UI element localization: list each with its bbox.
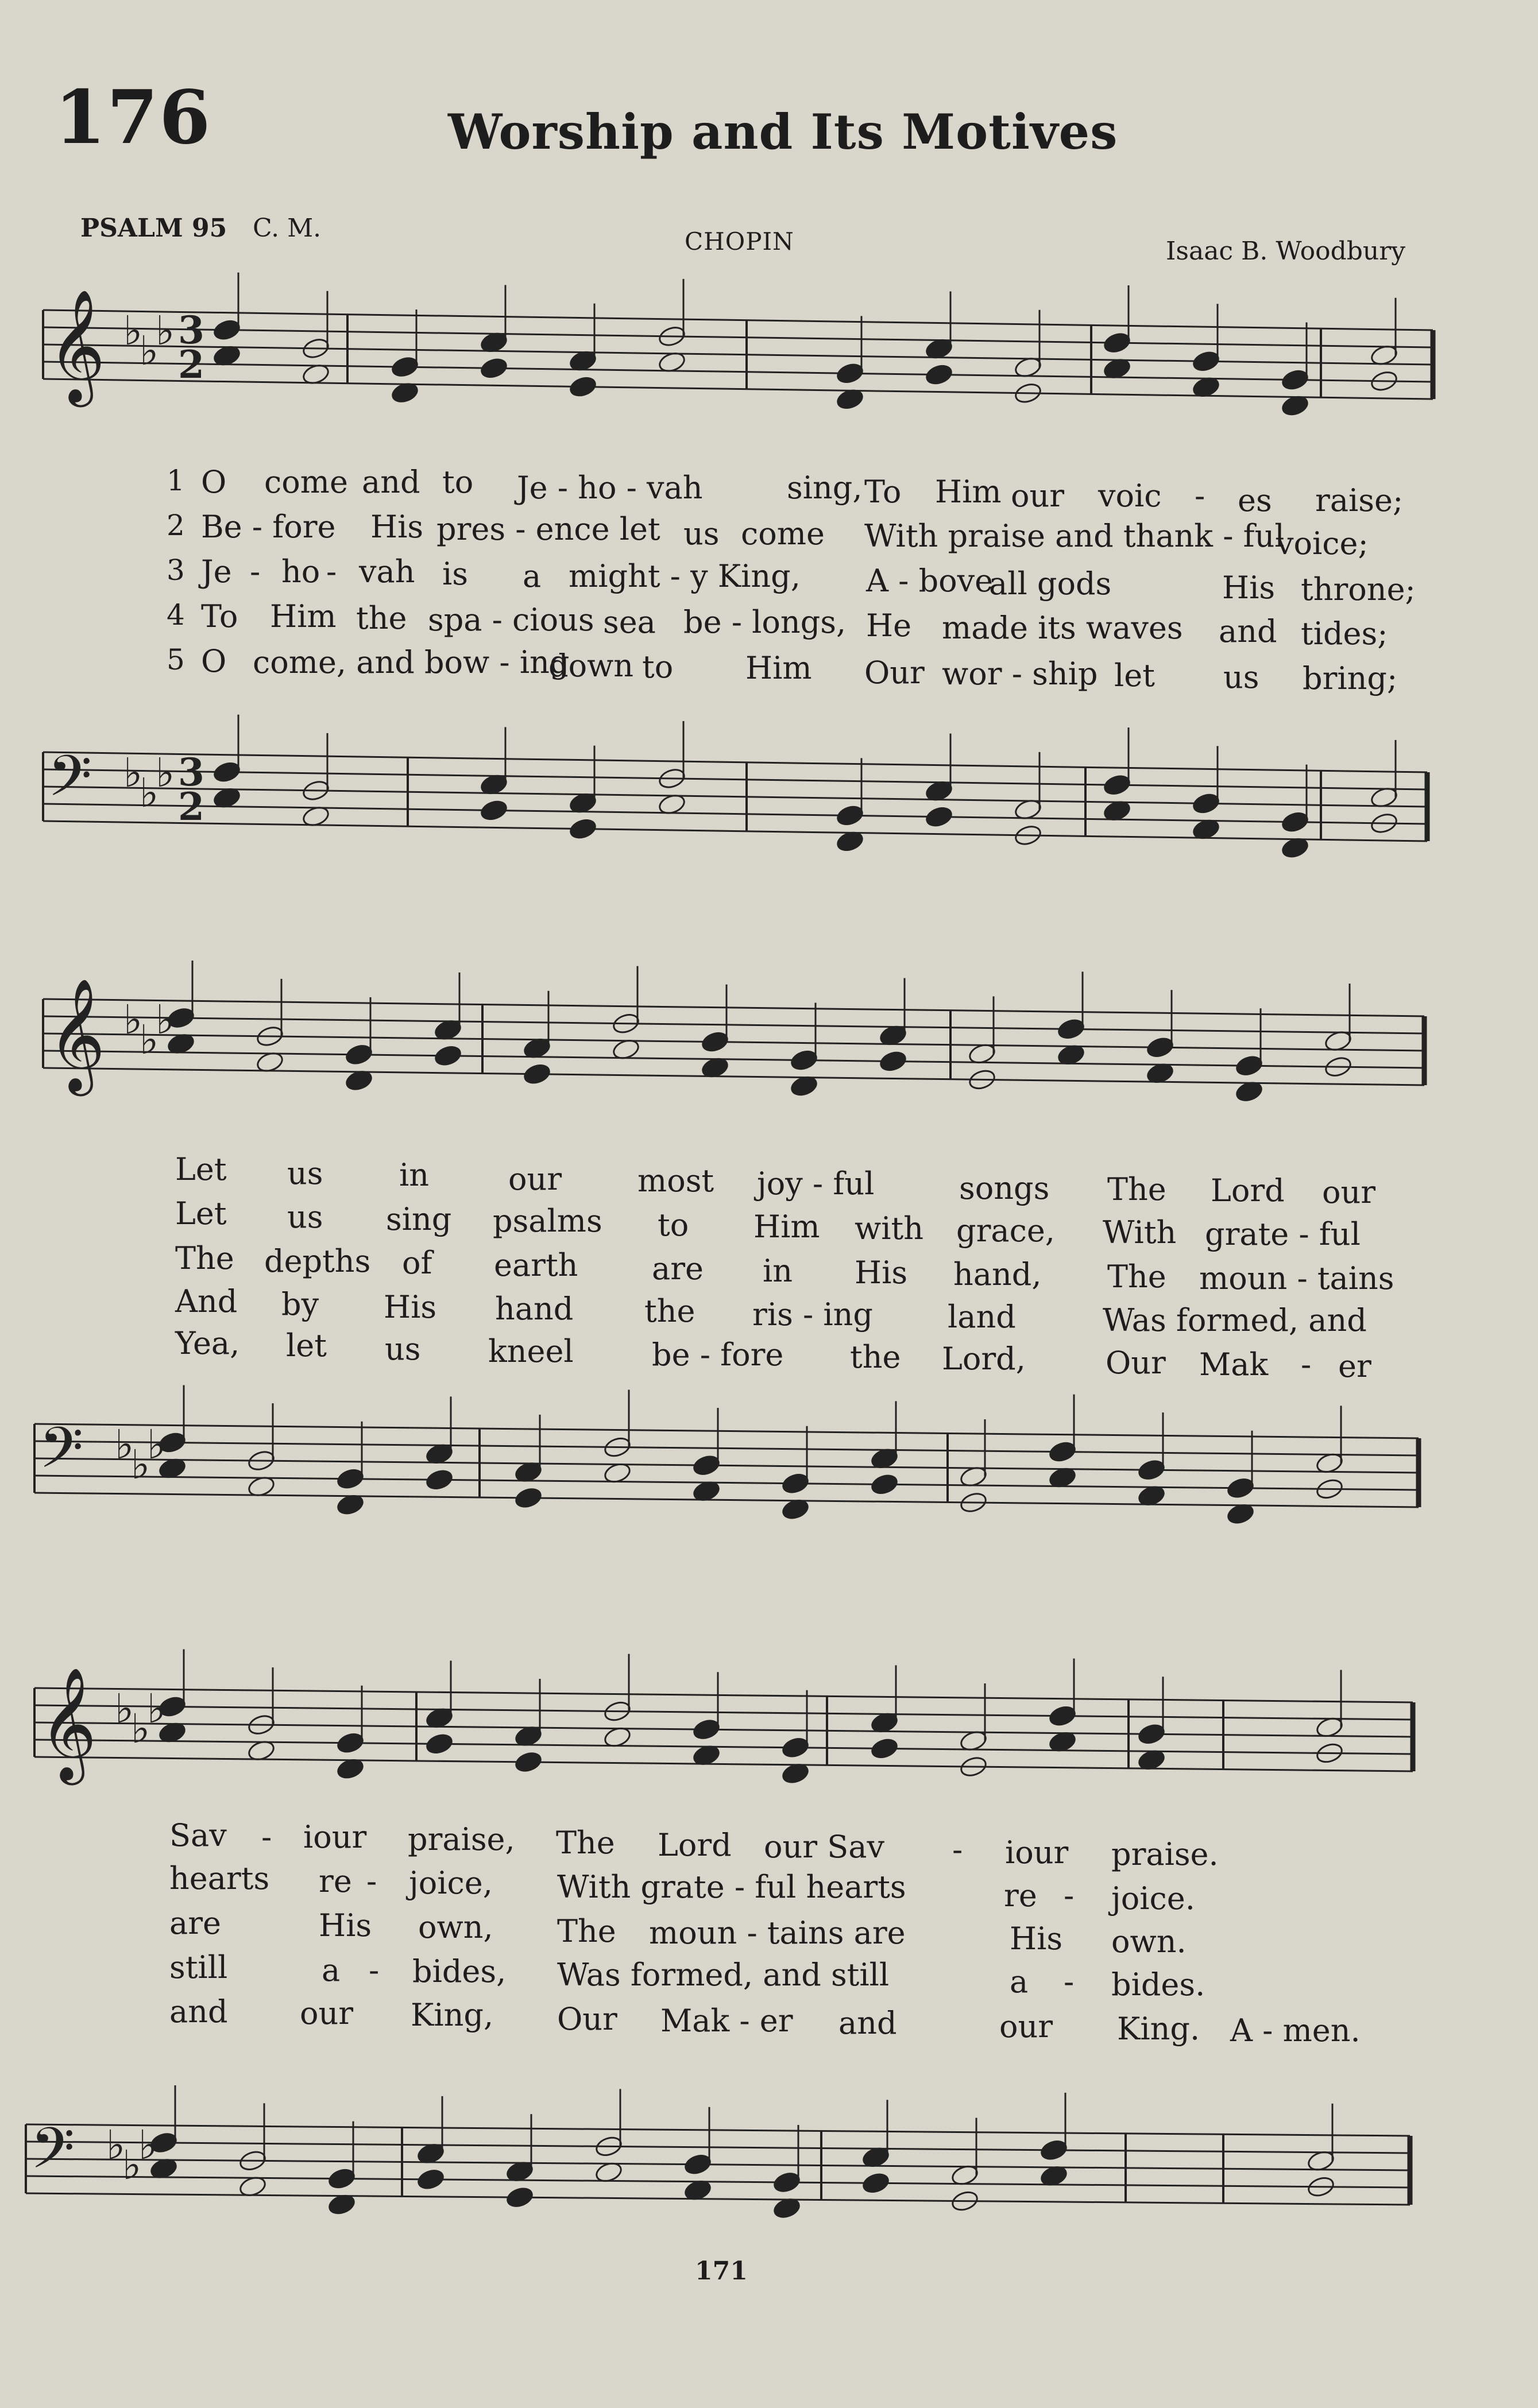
- lyric-word: and: [169, 1993, 228, 2030]
- lyric-word: tides;: [1301, 615, 1388, 652]
- lyric-word: our: [999, 2008, 1053, 2045]
- lyric-word: bides.: [1111, 1966, 1205, 2003]
- lyric-word: His: [370, 509, 424, 545]
- svg-text:3: 3: [178, 750, 204, 795]
- lyric-word: come, and bow - ing: [253, 644, 570, 680]
- lyric-word: bring;: [1303, 660, 1398, 696]
- lyric-word: And: [175, 1283, 238, 1319]
- svg-text:♭: ♭: [123, 749, 143, 796]
- lyric-word: us: [683, 516, 720, 552]
- lyric-word: Him: [753, 1209, 820, 1245]
- lyric-word: Lord,: [942, 1341, 1026, 1377]
- svg-text:♭: ♭: [140, 1016, 159, 1063]
- lyric-word: praise,: [408, 1821, 515, 1857]
- lyric-word: be - longs,: [683, 604, 847, 640]
- lyric-word: joy - ful: [757, 1166, 875, 1202]
- lyric-word: to: [442, 464, 474, 500]
- lyric-word: iour: [303, 1819, 367, 1855]
- lyric-word: The: [1107, 1259, 1166, 1295]
- lyric-word: is: [442, 556, 468, 592]
- lyric-word: Be - fore: [201, 509, 336, 545]
- lyric-word: joice,: [409, 1865, 493, 1901]
- lyric-word: are: [169, 1905, 221, 1941]
- lyric-word: voice;: [1276, 525, 1369, 562]
- lyric-word: and: [1219, 613, 1277, 649]
- lyric-word: A - men.: [1230, 2012, 1361, 2049]
- lyric-word: most: [637, 1163, 714, 1199]
- lyric-word: are: [652, 1251, 704, 1287]
- lyric-word: our Sav: [764, 1829, 884, 1865]
- svg-text:♭: ♭: [147, 1685, 167, 1732]
- verse-number: 4: [167, 598, 185, 632]
- lyric-word: -: [326, 553, 337, 590]
- hymn-title: Worship and Its Motives: [448, 103, 1118, 160]
- lyric-word: King.: [1117, 2011, 1200, 2047]
- svg-text:𝄞: 𝄞: [39, 1667, 97, 1780]
- lyric-word: the: [644, 1293, 695, 1329]
- lyric-word: throne;: [1301, 571, 1416, 607]
- lyric-word: -: [366, 1863, 377, 1899]
- lyric-word: still: [169, 1949, 228, 1985]
- lyric-word: joice.: [1111, 1880, 1195, 1917]
- svg-text:𝄞: 𝄞: [48, 978, 106, 1091]
- lyric-word: Was formed, and still: [557, 1957, 890, 1993]
- lyric-word: He: [866, 607, 912, 644]
- lyric-word: Him: [270, 598, 337, 634]
- lyric-word: a: [322, 1952, 341, 1988]
- lyric-word: pres - ence let: [436, 511, 660, 547]
- lyric-word: let: [286, 1327, 327, 1364]
- svg-text:𝄢: 𝄢: [48, 744, 92, 823]
- lyric-word: Lord: [1211, 1172, 1285, 1209]
- svg-text:♭: ♭: [147, 1421, 167, 1468]
- lyric-word: grace,: [956, 1213, 1055, 1249]
- lyric-word: -: [1301, 1346, 1312, 1383]
- lyric-word: to: [658, 1207, 689, 1243]
- svg-text:♭: ♭: [123, 307, 143, 354]
- lyric-word: psalms: [493, 1203, 602, 1239]
- lyric-word: a: [523, 558, 542, 594]
- lyric-word: Our: [1106, 1345, 1166, 1381]
- lyric-word: es: [1238, 482, 1272, 518]
- lyric-word: -: [1064, 1964, 1075, 2000]
- lyric-word: earth: [494, 1247, 578, 1283]
- lyric-word: and: [838, 2005, 897, 2041]
- lyric-word: Our: [557, 2001, 617, 2037]
- lyric-word: Je: [201, 553, 232, 590]
- lyric-word: -: [261, 1819, 272, 1855]
- lyric-word: let: [1114, 657, 1155, 694]
- lyric-word: re: [319, 1863, 352, 1899]
- svg-text:♭: ♭: [106, 2121, 126, 2169]
- lyric-word: moun - tains: [1199, 1260, 1394, 1296]
- lyric-word: our: [1322, 1174, 1376, 1210]
- lyric-word: come: [741, 516, 825, 552]
- lyric-word: vah: [359, 553, 415, 590]
- svg-text:2: 2: [178, 784, 204, 829]
- lyric-word: hearts: [169, 1860, 270, 1896]
- lyric-word: O: [201, 464, 227, 500]
- svg-text:2: 2: [178, 342, 204, 387]
- lyric-word: -: [1195, 478, 1205, 514]
- lyric-word: of: [402, 1245, 432, 1281]
- lyric-word: With: [1103, 1214, 1177, 1251]
- lyric-word: His: [1222, 570, 1276, 606]
- lyric-word: might - y King,: [569, 558, 801, 594]
- svg-text:♭: ♭: [123, 996, 143, 1043]
- lyric-word: ho: [281, 553, 320, 590]
- lyric-word: Lord: [658, 1827, 732, 1863]
- svg-text:♭: ♭: [131, 1441, 150, 1488]
- lyric-word: Him: [745, 650, 812, 686]
- lyric-word: His: [855, 1255, 908, 1291]
- lyric-word: all gods: [989, 566, 1112, 602]
- lyric-word: us: [287, 1155, 323, 1191]
- lyric-word: Mak: [1199, 1346, 1269, 1383]
- lyric-word: To: [201, 598, 238, 634]
- tune-name: CHOPIN: [685, 227, 794, 255]
- lyric-word: moun - tains are: [649, 1915, 906, 1951]
- lyric-word: hand: [495, 1291, 574, 1327]
- lyric-word: land: [948, 1299, 1016, 1335]
- lyric-word: Let: [175, 1151, 227, 1187]
- lyric-word: bides,: [412, 1953, 507, 1989]
- lyric-word: own,: [418, 1909, 493, 1945]
- lyric-word: sing,: [787, 470, 863, 506]
- page-number: 171: [695, 2256, 748, 2286]
- lyric-word: own.: [1111, 1923, 1187, 1960]
- svg-text:♭: ♭: [156, 749, 175, 796]
- lyric-word: our: [300, 1995, 354, 2031]
- lyric-word: -: [1064, 1877, 1075, 1914]
- lyric-word: us: [287, 1199, 323, 1235]
- lyric-word: Mak - er: [660, 2003, 793, 2039]
- lyric-word: and: [362, 464, 420, 500]
- svg-text:♭: ♭: [138, 2121, 158, 2169]
- svg-text:𝄞: 𝄞: [48, 289, 106, 402]
- lyric-word: Let: [175, 1195, 227, 1232]
- lyric-word: hand,: [953, 1256, 1042, 1292]
- psalm-reference: PSALM 95: [80, 214, 227, 243]
- lyric-word: Him: [935, 474, 1002, 510]
- verse-number: 3: [167, 553, 185, 587]
- lyric-word: us: [385, 1331, 421, 1367]
- lyric-word: With grate - ful hearts: [557, 1869, 906, 1905]
- svg-text:3: 3: [178, 308, 204, 353]
- composer: Isaac B. Woodbury: [1166, 237, 1406, 266]
- lyric-word: kneel: [488, 1333, 574, 1369]
- lyric-word: Yea,: [175, 1325, 240, 1361]
- svg-text:♭: ♭: [122, 2142, 142, 2189]
- lyric-word: sea: [603, 604, 656, 640]
- meter: C. M.: [253, 214, 322, 243]
- lyric-word: voic: [1098, 478, 1162, 514]
- lyric-word: ris - ing: [752, 1296, 873, 1333]
- lyric-word: -: [952, 1832, 963, 1868]
- svg-text:♭: ♭: [140, 769, 159, 816]
- lyric-word: made its waves: [942, 610, 1183, 646]
- lyric-word: a: [1010, 1964, 1029, 2000]
- lyric-word: A - bove: [866, 563, 994, 599]
- lyric-word: Was formed, and: [1103, 1302, 1367, 1338]
- lyric-word: depths: [264, 1243, 371, 1279]
- lyric-word: Our: [864, 655, 925, 691]
- lyric-word: To: [864, 474, 902, 510]
- lyric-word: iour: [1005, 1834, 1069, 1871]
- lyric-word: praise.: [1111, 1836, 1219, 1872]
- svg-text:𝄢: 𝄢: [39, 1415, 84, 1495]
- lyric-word: raise;: [1315, 482, 1404, 518]
- lyric-word: His: [319, 1907, 372, 1944]
- lyric-word: down: [548, 648, 634, 684]
- lyric-word: King,: [411, 1997, 494, 2033]
- svg-text:♭: ♭: [115, 1685, 134, 1732]
- verse-number: 5: [167, 643, 185, 676]
- lyric-word: by: [281, 1286, 319, 1322]
- lyric-word: spa - cious: [428, 602, 594, 638]
- lyric-word: The: [175, 1240, 234, 1276]
- lyric-word: His: [384, 1289, 437, 1325]
- lyric-word: our: [508, 1161, 562, 1197]
- lyric-word: The: [556, 1825, 615, 1861]
- lyric-word: re: [1004, 1877, 1037, 1914]
- svg-text:♭: ♭: [156, 307, 175, 354]
- lyric-word: in: [763, 1253, 793, 1289]
- verse-number: 2: [167, 509, 185, 542]
- lyric-word: -: [250, 553, 261, 590]
- lyric-word: songs: [959, 1170, 1050, 1206]
- lyric-word: in: [399, 1157, 430, 1193]
- lyric-word: With praise and thank - ful: [864, 518, 1285, 554]
- lyric-word: the: [356, 600, 407, 636]
- lyric-word: come: [264, 464, 348, 500]
- svg-text:♭: ♭: [156, 996, 175, 1043]
- lyric-word: grate - ful: [1205, 1216, 1361, 1252]
- verse-number: 1: [167, 464, 185, 497]
- lyric-word: us: [1223, 659, 1259, 695]
- lyric-word: -: [369, 1952, 380, 1988]
- hymn-number: 176: [55, 75, 212, 161]
- lyric-word: the: [850, 1339, 901, 1375]
- lyric-word: The: [1107, 1171, 1166, 1207]
- lyric-word: His: [1010, 1921, 1063, 1957]
- svg-text:♭: ♭: [140, 327, 159, 374]
- lyric-word: sing: [386, 1201, 452, 1237]
- svg-text:♭: ♭: [115, 1421, 134, 1468]
- lyric-word: be - fore: [652, 1337, 784, 1373]
- lyric-word: wor - ship: [942, 656, 1098, 692]
- lyric-word: Sav: [169, 1817, 227, 1853]
- svg-text:♭: ♭: [131, 1705, 150, 1752]
- lyric-word: with: [855, 1210, 923, 1246]
- lyric-word: Je - ho - vah: [517, 470, 703, 506]
- lyric-word: The: [557, 1913, 616, 1949]
- lyric-word: to: [642, 649, 674, 685]
- svg-text:𝄢: 𝄢: [30, 2116, 75, 2196]
- lyric-word: O: [201, 643, 227, 679]
- lyric-word: our: [1011, 478, 1065, 514]
- lyric-word: er: [1338, 1348, 1371, 1384]
